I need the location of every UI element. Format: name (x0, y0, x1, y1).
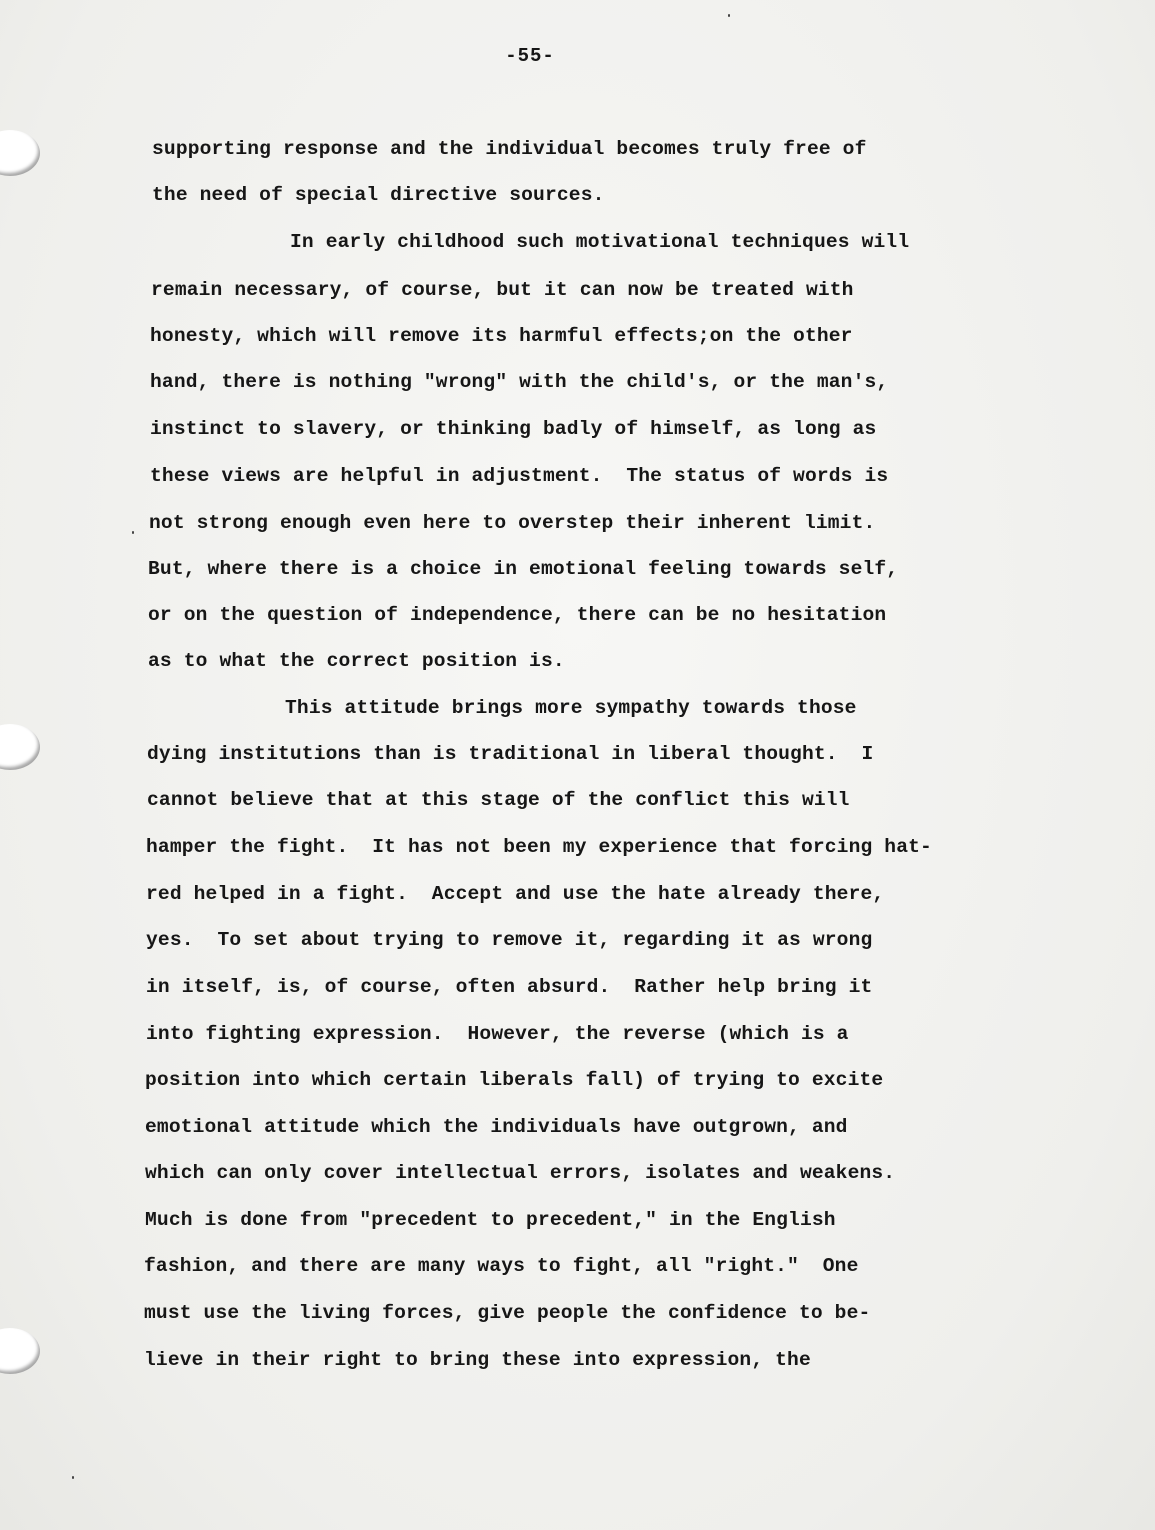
text-line: not strong enough even here to overstep their inherent limit. (149, 512, 876, 534)
text-line: in itself, is, of course, often absurd. Rather help bring it (146, 976, 873, 998)
paper-speck (728, 14, 730, 17)
text-line: remain necessary, of course, but it can now be treated with (151, 279, 854, 301)
paper-speck (72, 1476, 74, 1479)
text-line: or on the question of independence, there can be no hesitation (148, 604, 887, 626)
text-line: honesty, which will remove its harmful effects;on the other (150, 325, 853, 347)
text-line: must use the living forces, give people the confidence to be- (144, 1302, 871, 1324)
text-line: which can only cover intellectual errors, isolates and weakens. (145, 1162, 896, 1184)
text-line: as to what the correct position is. (148, 650, 565, 672)
text-line: hamper the fight. It has not been my experience that forcing hat- (146, 836, 932, 858)
text-line: But, where there is a choice in emotional feeling towards self, (148, 558, 899, 580)
text-line: red helped in a fight. Accept and use the hate already there, (146, 883, 885, 905)
text-line: Much is done from "precedent to precedent," in the English (145, 1209, 836, 1231)
text-line: instinct to slavery, or thinking badly of himself, as long as (150, 418, 877, 440)
text-line: into fighting expression. However, the reverse (which is a (146, 1023, 849, 1045)
text-line: This attitude brings more sympathy towards those (285, 697, 857, 719)
text-line: the need of special directive sources. (152, 184, 605, 206)
punch-hole-top (0, 130, 40, 176)
text-line: cannot believe that at this stage of the conflict this will (147, 789, 850, 811)
text-line: lieve in their right to bring these into expression, the (144, 1349, 811, 1371)
punch-hole-middle (0, 724, 40, 770)
text-line: supporting response and the individual becomes truly free of (152, 138, 867, 160)
text-line: dying institutions than is traditional in liberal thought. I (147, 743, 874, 765)
text-line: hand, there is nothing "wrong" with the child's, or the man's, (150, 371, 889, 393)
paper-speck (132, 531, 134, 534)
text-line: these views are helpful in adjustment. The status of words is (150, 465, 889, 487)
text-line: position into which certain liberals fall) of trying to excite (145, 1069, 884, 1091)
text-line: emotional attitude which the individuals have outgrown, and (145, 1116, 848, 1138)
text-line: yes. To set about trying to remove it, regarding it as wrong (146, 929, 873, 951)
text-line: fashion, and there are many ways to fight, all "right." One (144, 1255, 859, 1277)
text-line: In early childhood such motivational techniques will (290, 231, 910, 253)
punch-hole-bottom (0, 1328, 40, 1374)
page-number: -55- (505, 45, 555, 67)
